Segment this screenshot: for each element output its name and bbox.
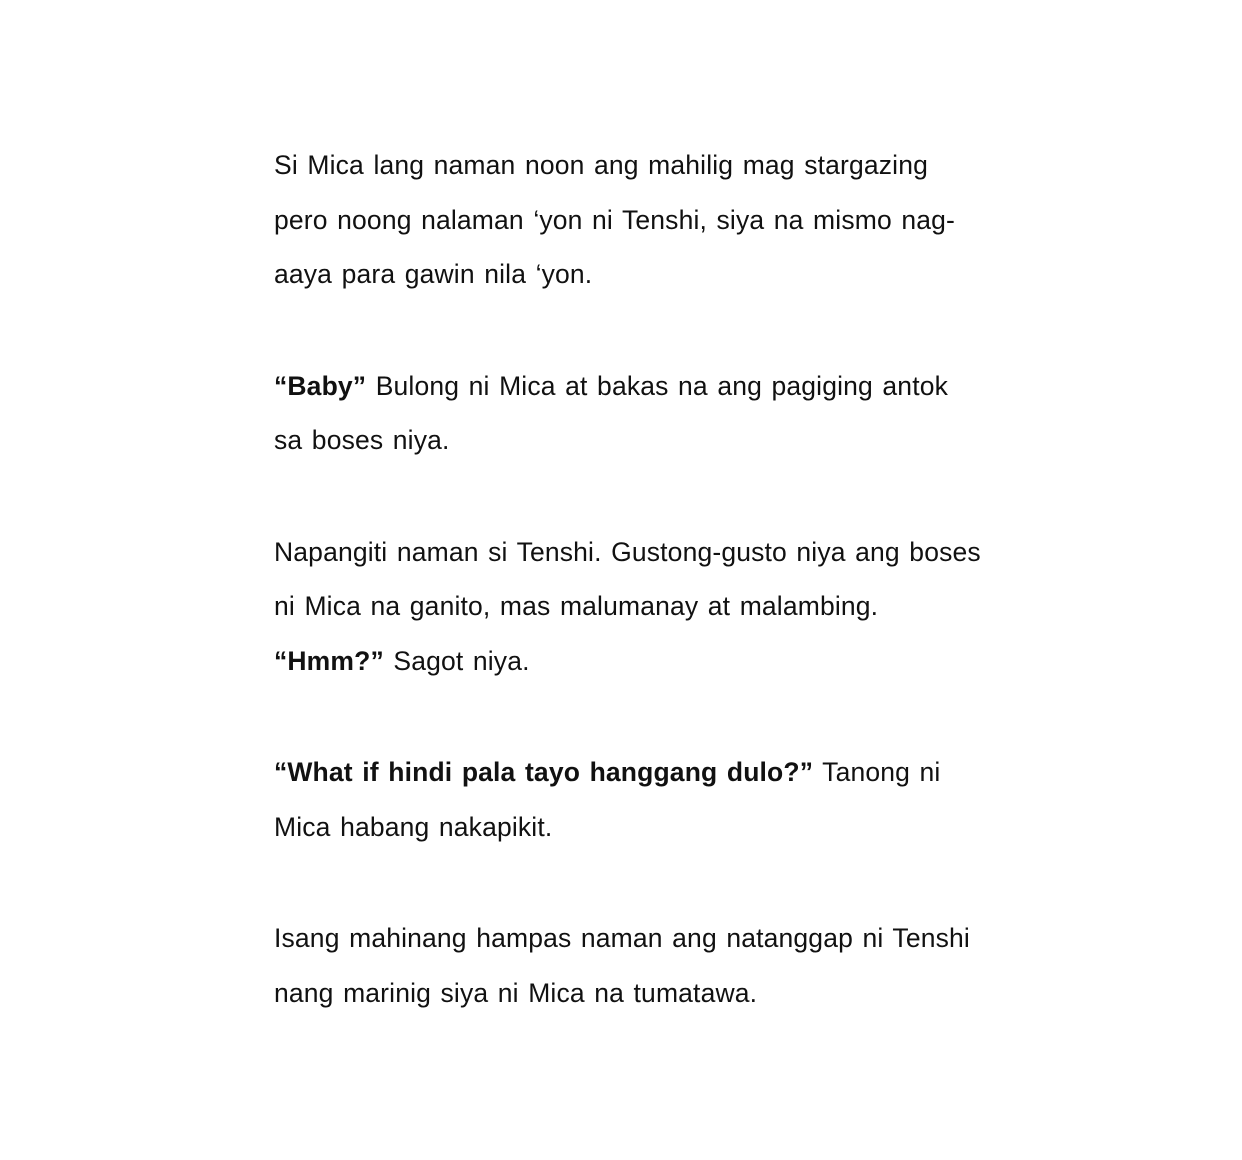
story-text (274, 138, 1034, 1020)
paragraph-4 (274, 745, 1034, 854)
text-line: pero noong nalaman ‘yon ni Tenshi, siya na mismo nag- (274, 204, 955, 235)
dialogue-bold: “What if hindi pala tayo hanggang dulo?” (274, 757, 814, 787)
text-line: Mica habang nakapikit. (274, 811, 553, 842)
dialogue-bold: “Hmm?” (274, 645, 384, 676)
text-line: aaya para gawin nila ‘yon. (274, 259, 593, 289)
paragraph-gap (274, 468, 1034, 525)
paragraph-gap (274, 854, 1034, 911)
paragraph-2 (274, 359, 1034, 468)
text-line: Isang mahinang hampas naman ang natanggap ni Tenshi (274, 923, 970, 953)
text-line: “Hmm?” Sagot niya. (274, 645, 530, 676)
paragraph-gap (274, 302, 1034, 359)
text-line: sa boses niya. (274, 425, 450, 455)
dialogue-bold: “Baby” (274, 370, 367, 401)
paragraph-3 (274, 525, 1034, 689)
paragraph-5 (274, 911, 1034, 1020)
paragraph-gap (274, 688, 1034, 745)
text-line: Napangiti naman si Tenshi. Gustong-gusto niya ang boses (274, 536, 981, 567)
paragraph-1 (274, 138, 1034, 302)
text-line: Si Mica lang naman noon ang mahilig mag stargazing (274, 150, 928, 180)
text-line: “Baby” Bulong ni Mica at bakas na ang pagiging antok (274, 370, 948, 401)
text-line: nang marinig siya ni Mica na tumatawa. (274, 977, 758, 1008)
text-line: ni Mica na ganito, mas malumanay at malambing. (274, 591, 879, 621)
text-line: “What if hindi pala tayo hanggang dulo?” Tanong ni (274, 757, 941, 787)
